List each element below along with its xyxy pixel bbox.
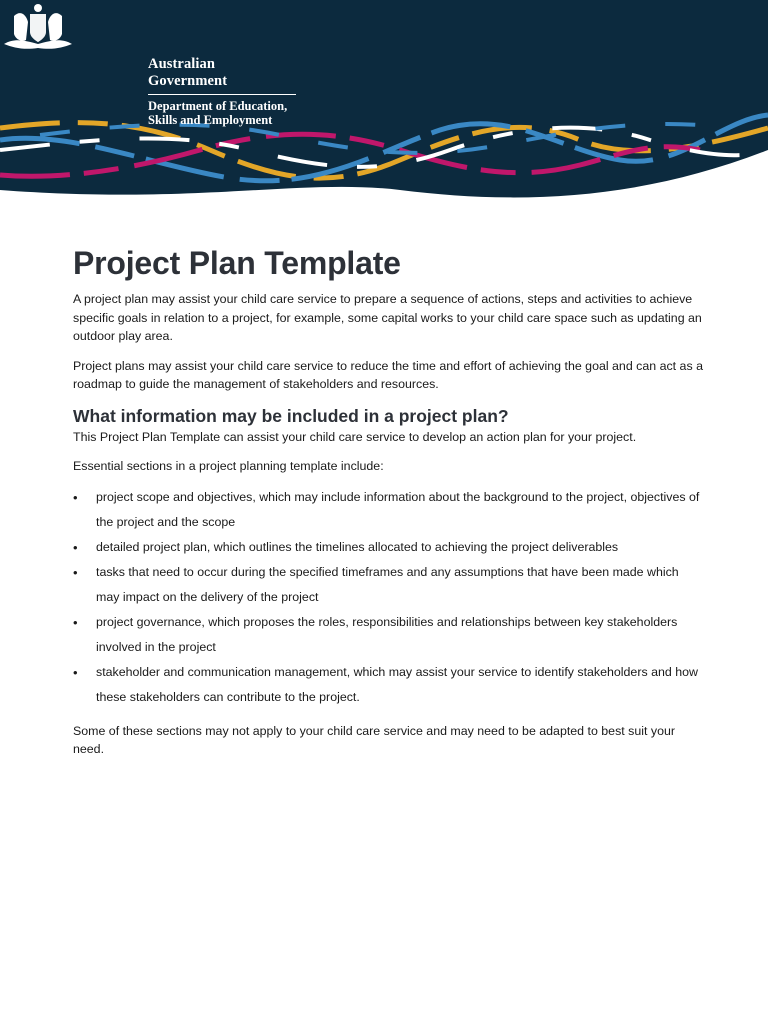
bullet-icon: • [73,614,78,630]
list-item-text: detailed project plan, which outlines the timelines allocated to achieving the project deliverables [96,539,619,554]
list-item [73,560,703,610]
bullet-icon: • [73,664,78,680]
intro-paragraph: Project plans may assist your child care service to reduce the time and effort of achieving the goal and can act as a roadmap to guide the management of stakeholders and resources. [73,358,703,391]
list-item [73,610,703,660]
bullet-icon: • [73,539,78,555]
section-paragraph: This Project Plan Template can assist your child care service to develop an action plan for your project. [73,429,637,444]
section-paragraph: Essential sections in a project planning template include: [73,459,384,473]
department-name: Department of Education, [148,99,288,113]
list-item-text: project scope and objectives, which may include information about the background to the project, objectives of the project and the scope [96,489,700,529]
header-banner [0,0,768,215]
bullet-icon: • [73,489,78,505]
banner-graphic [0,0,768,215]
list-item [73,485,703,535]
list-item-text: tasks that need to occur during the specified timeframes and any assumptions that have been made which may impact on the delivery of the project [96,564,679,604]
section-heading: What information may be included in a project plan? [73,405,509,426]
list-item [73,660,703,710]
list-item-text: project governance, which proposes the roles, responsibilities and relationships between key stakeholders involved in the project [96,614,678,654]
government-branding [148,56,296,127]
closing-paragraph: Some of these sections may not apply to your child care service and may need to be adapted to best suit your need. [73,723,675,756]
intro-paragraph: A project plan may assist your child care service to prepare a sequence of actions, steps and activities to achieve specific goals in relation to a project, for example, some capital works to your child care space such as updating an outdoor play area. [73,292,702,343]
bullet-icon: • [73,564,78,580]
list-item [73,535,703,560]
page-title: Project Plan Template [73,245,401,281]
department-name-line2: Skills and Employment [148,113,273,127]
bullet-list [73,485,703,710]
coat-of-arms-icon [0,0,76,54]
list-item-text: stakeholder and communication management, which may assist your service to identify stakeholders and how these stakeholders can contribute to the project. [96,664,698,704]
org-name: Australian Government [148,56,296,95]
document-body [73,240,703,759]
